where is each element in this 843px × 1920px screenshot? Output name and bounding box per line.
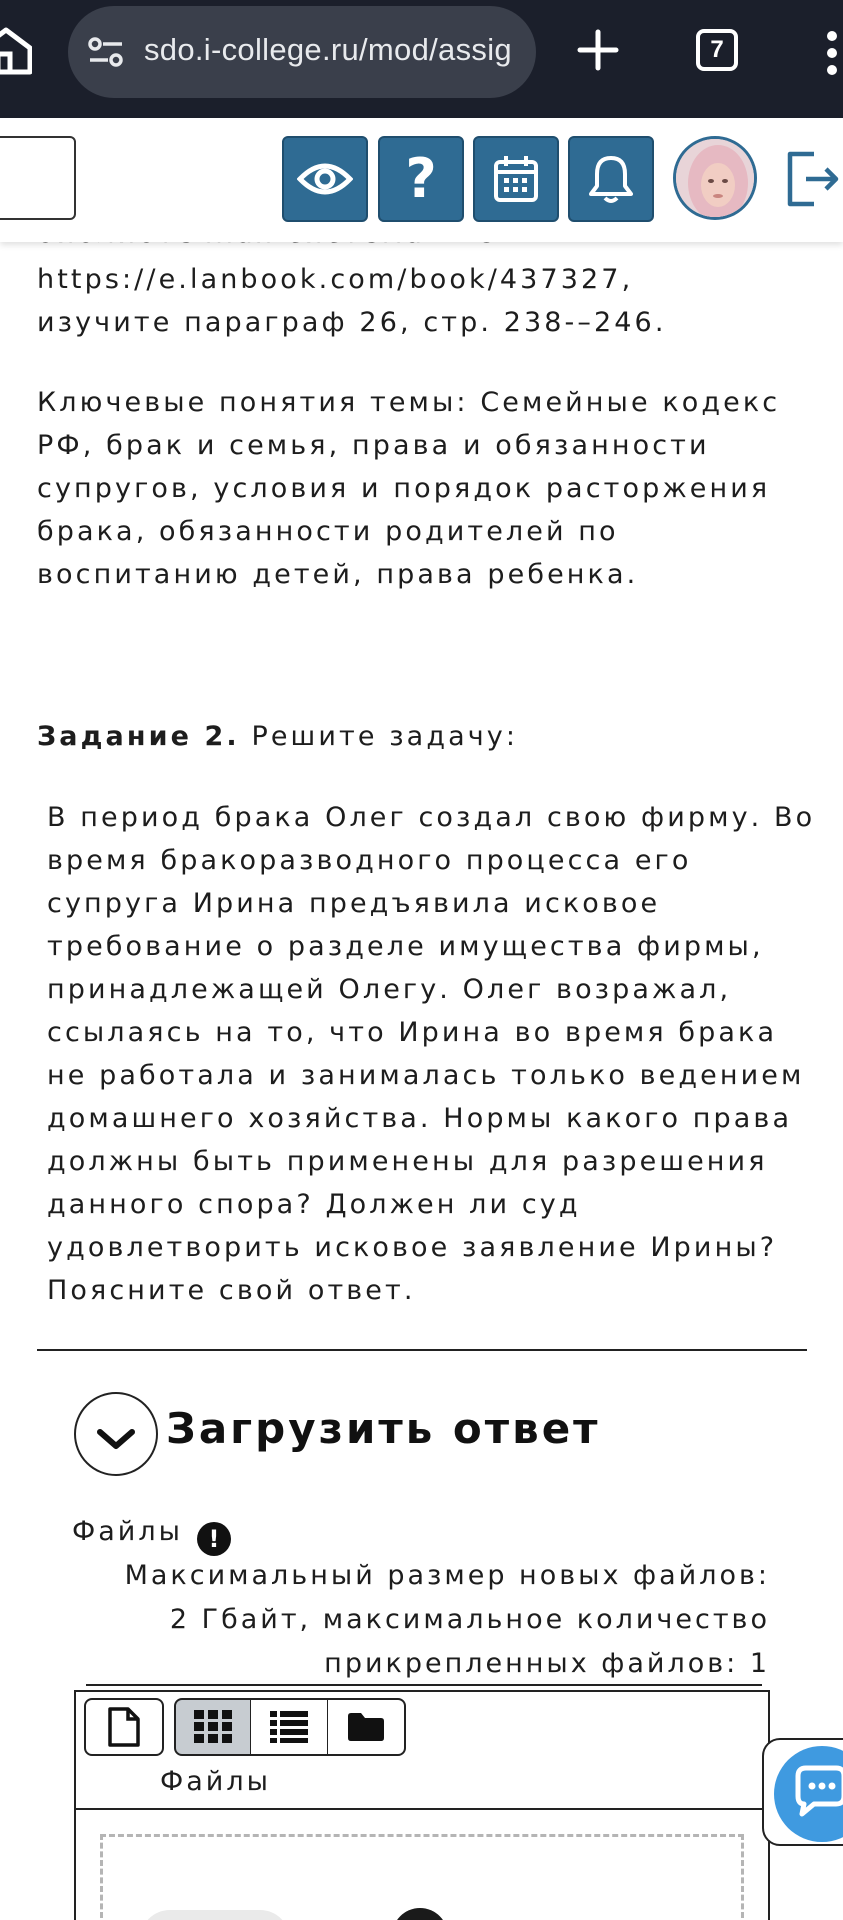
help-button[interactable] xyxy=(378,136,464,222)
logout-icon[interactable] xyxy=(784,148,840,210)
home-icon[interactable] xyxy=(0,24,32,76)
url-line: https://e.lanbook.com/book/437327, xyxy=(37,264,634,295)
bell-icon xyxy=(589,154,633,204)
chat-button[interactable] xyxy=(762,1738,843,1846)
url-text: sdo.i-college.ru/mod/assig xyxy=(144,32,512,67)
divider xyxy=(37,1349,807,1351)
eye-button[interactable] xyxy=(282,136,368,222)
max-info-line: прикрепленных файлов: 1 xyxy=(324,1648,770,1679)
site-navbar xyxy=(0,118,843,242)
study-line: изучите параграф 26, стр. 238-–246. xyxy=(37,307,667,338)
max-info-line: 2 Гбайт, максимальное количество xyxy=(169,1604,770,1635)
divider xyxy=(74,1808,770,1810)
tree-view-button[interactable] xyxy=(328,1698,406,1756)
task-label: Задание 2. xyxy=(37,721,240,752)
calendar-button[interactable] xyxy=(473,136,559,222)
notifications-button[interactable] xyxy=(568,136,654,222)
max-info-line: Максимальный размер новых файлов: xyxy=(124,1560,770,1591)
search-box[interactable] xyxy=(0,136,76,220)
list-view-button[interactable] xyxy=(251,1698,329,1756)
tune-icon[interactable] xyxy=(88,36,124,68)
task-instruction: Решите задачу: xyxy=(239,721,519,752)
button-partial xyxy=(140,1910,290,1920)
eye-icon xyxy=(297,161,353,197)
divider xyxy=(86,1684,762,1686)
tab-switcher-button[interactable]: 7 xyxy=(696,29,738,71)
chevron-down-icon xyxy=(76,1394,156,1474)
files-label: Файлы xyxy=(72,1516,183,1547)
task-text: В период брака Олег создал свою фирму. Во время бракоразводного процесса его супруга Ирина предъявила исковое требование о разделе имущества фирмы, принадлежащей Олегу. Олег возражал, ссылаясь на то, что Ирина во время брака не работала и занималась только ведением домашнего хозяйства. Нормы какого права должны быть применены для разрешения данного спора? Должен ли суд удовлетворить исковое заявление Ирины? Поясните свой ответ. xyxy=(47,802,816,1306)
text-line xyxy=(37,258,827,344)
file-manager-path: Файлы xyxy=(160,1766,271,1797)
browser-toolbar xyxy=(0,0,843,118)
upload-title: Загрузить ответ xyxy=(166,1404,601,1453)
help-icon: ? xyxy=(405,147,437,210)
task-heading xyxy=(37,715,827,758)
avatar[interactable] xyxy=(673,136,757,220)
add-file-button[interactable] xyxy=(84,1698,164,1756)
exclamation-icon[interactable]: ! xyxy=(197,1522,231,1556)
address-bar[interactable] xyxy=(68,6,536,98)
calendar-icon xyxy=(493,154,539,204)
collapse-button[interactable] xyxy=(74,1392,158,1476)
key-concepts: Ключевые понятия темы: Семейные кодекс РФ, брак и семья, права и обязанности супругов, условия и порядок расторжения брака, обязанности родителей по воспитанию детей, права ребенка. xyxy=(37,387,781,590)
chat-icon xyxy=(774,1746,843,1842)
more-vert-icon[interactable] xyxy=(826,28,838,78)
file-icon xyxy=(106,1707,142,1747)
folder-icon xyxy=(347,1712,385,1742)
plus-icon[interactable] xyxy=(576,28,620,72)
grid-icon xyxy=(193,1709,233,1745)
grid-view-button[interactable] xyxy=(174,1698,252,1756)
max-file-info xyxy=(80,1554,770,1686)
list-icon xyxy=(269,1710,309,1744)
